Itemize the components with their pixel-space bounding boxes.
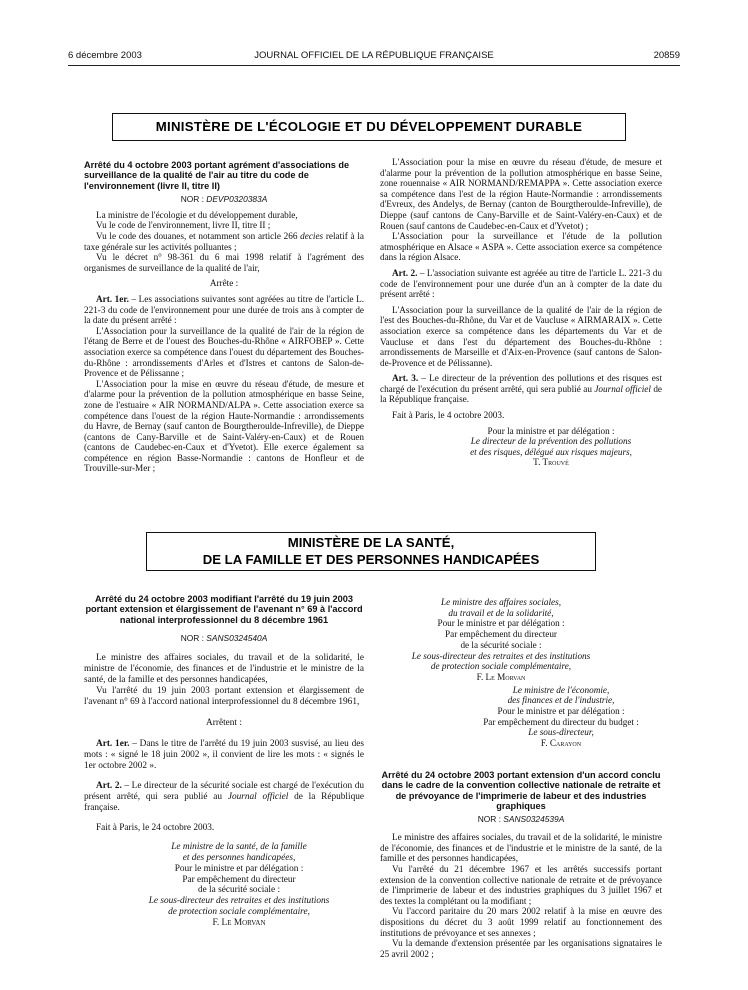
signature-name: F. Le Morvan bbox=[212, 917, 266, 928]
signature-italic: Le sous-directeur des retraites et des institutions bbox=[411, 650, 591, 661]
paragraph: L'Association pour la surveillance et l'étude de la pollution atmosphérique en Alsace « ASPA ». Cette association exerce sa compétence dans la région Alsace. bbox=[380, 231, 662, 263]
signature-block bbox=[380, 426, 662, 468]
signature-italic: Le sous-directeur, bbox=[528, 727, 594, 738]
signature-name: F. Carayon bbox=[540, 738, 582, 749]
column-left-top bbox=[84, 160, 364, 474]
text-run: – L'association suivante est agréée au titre de l'article L. 221-3 du code de l'environnement pour une durée d'un an à compter de la date du présent arrêté : bbox=[380, 267, 662, 300]
text-run: – Les associations suivantes sont agréées au titre de l'article L. 221-3 du code de l'environnement pour une durée de trois ans à compter de la date du présent arrêté : bbox=[84, 293, 364, 326]
ministry-title-line2: DE LA FAMILLE ET DES PERSONNES HANDICAPÉES bbox=[202, 552, 540, 567]
arrete-title: Arrêté du 4 octobre 2003 portant agrément d'associations de surveillance de la qualité de l'air au titre du code de l'environnement (livre II, titre II) bbox=[84, 160, 350, 191]
article-label: Art. 3. bbox=[392, 373, 419, 384]
column-right-bottom-arrete bbox=[380, 770, 662, 959]
article-label: Art. 1er. bbox=[96, 739, 130, 750]
signature-block bbox=[380, 685, 662, 749]
header-journal-title: JOURNAL OFFICIEL DE LA RÉPUBLIQUE FRANÇAISE bbox=[254, 50, 494, 61]
paragraph: L'Association pour la surveillance de la qualité de l'air de la région de l'est des Bouches-du-Rhône, du Var et de Vaucluse « AIRMARAIX ». Cette association exerce sa compétence dans les départements du Var et de Vaucluse et dans l'est du département des Bouches-du-Rhône : arrondissements de Marseille et d'Aix-en-Provence (sauf cantons de Salon-de-Provence et de Pélissanne). bbox=[380, 304, 662, 368]
signature-line bbox=[114, 907, 364, 918]
nor-line bbox=[84, 633, 364, 644]
paragraph: Vu l'arrêté du 21 décembre 1967 et les arrêtés successifs portant extension de la convention collective nationale de retraite et de prévoyance de l'imprimerie de labeur et des industries graphiques du 3 juillet 1967 et des textes la complétant ou la modifiant ; bbox=[380, 864, 662, 906]
signature-italic: Le ministre de l'économie, bbox=[512, 684, 610, 695]
page-header bbox=[68, 50, 680, 64]
paragraph: L'Association pour la surveillance de la qualité de l'air de la région de l'étang de Berre et de l'ouest des Bouches-du-Rhône « AIRFOBEP ». Cette association exerce sa compétence dans l'ouest du département des Bouches-du-Rhône : arrondissements d'Arles et d'Istres et cantons de Salon-de-Provence et de Pélissanne ; bbox=[84, 325, 364, 379]
article-label: Art. 1er. bbox=[96, 293, 129, 304]
nor-code: SANS0324539A bbox=[503, 813, 565, 824]
ministry-box-sante bbox=[146, 532, 596, 571]
signature-line bbox=[114, 896, 364, 907]
paragraph: L'Association pour la mise en œuvre du réseau d'étude, de mesure et d'alarme pour la prévention de la pollution atmosphérique en basse Seine, zone rouennaise « AIR NORMAND/REMAPPA ». Cette association exerce sa compétence dans l'est de la région Haute-Normandie : arrondissements d'Evreux, des Andelys, de Bernay (canton de Bourgtheroulde-Infreville), de Dieppe (sauf cantons de Cany-Barville et de Saint-Valéry-en-Caux) et de Rouen (sauf cantons de Caudebec-en-Caux et d'Yvetot) ; bbox=[380, 157, 662, 231]
signature-line: Pour le ministre et par délégation : bbox=[174, 863, 304, 874]
signature-line bbox=[380, 661, 622, 672]
column-right-top bbox=[380, 157, 662, 468]
signature-line bbox=[460, 727, 662, 738]
nor-label: NOR : bbox=[477, 813, 501, 824]
article-2 bbox=[84, 781, 364, 814]
signature-italic: de protection sociale complémentaire, bbox=[430, 661, 572, 672]
signature-name: F. Le Morvan bbox=[476, 671, 526, 682]
signature-line: Pour le ministre et par délégation : bbox=[497, 706, 625, 717]
ministry-title-line1: MINISTÈRE DE LA SANTÉ, bbox=[287, 535, 455, 550]
arrete-word: Arrêtent : bbox=[206, 718, 242, 729]
text-run-italic: decies bbox=[300, 231, 324, 241]
paragraph: Le ministre des affaires sociales, du travail et de la solidarité, le ministre de l'économie, des finances et de l'industrie et le ministre de la santé, de la famille et des personnes handicapées, bbox=[380, 832, 662, 864]
paragraph: Vu la demande d'extension présentée par les organisations signataires le 25 avril 2002 ; bbox=[380, 938, 662, 959]
signature-italic: et des risques, délégué aux risques majeurs, bbox=[470, 446, 632, 457]
signature-line: de la sécurité sociale : bbox=[460, 639, 542, 650]
signature-italic: Le ministre des affaires sociales, bbox=[440, 597, 562, 607]
article-2 bbox=[380, 268, 662, 300]
signature-line bbox=[440, 436, 662, 447]
nor-label: NOR : bbox=[180, 194, 204, 205]
signature-line: Pour le ministre et par délégation : bbox=[437, 618, 565, 629]
nor-code: DEVP0320383A bbox=[206, 194, 268, 205]
paragraph: Vu le code de l'environnement, livre II, titre II ; bbox=[96, 220, 271, 231]
nor-line bbox=[84, 194, 364, 205]
fait-a-paris: Fait à Paris, le 24 octobre 2003. bbox=[96, 823, 215, 834]
header-page-number: 20859 bbox=[653, 50, 680, 61]
text-run-italic: Journal officiel bbox=[594, 383, 651, 394]
article-3 bbox=[380, 373, 662, 405]
paragraph: La ministre de l'écologie et du développement durable, bbox=[96, 209, 298, 220]
ministry-title: MINISTÈRE DE L'ÉCOLOGIE ET DU DÉVELOPPEMENT DURABLE bbox=[155, 119, 583, 134]
signature-line bbox=[460, 685, 662, 696]
text-run-italic: Journal officiel bbox=[227, 792, 289, 803]
article-1 bbox=[84, 294, 364, 326]
signature-line bbox=[380, 651, 622, 662]
nor-line bbox=[380, 814, 662, 825]
signature-italic: de protection sociale complémentaire, bbox=[168, 907, 310, 917]
signature-line: de la sécurité sociale : bbox=[197, 885, 281, 896]
signature-italic: Le directeur de la prévention des pollutions bbox=[470, 436, 632, 447]
signature-block bbox=[380, 597, 662, 683]
signature-line: Pour la ministre et par délégation : bbox=[487, 425, 615, 436]
paragraph: L'Association pour la mise en œuvre du réseau d'étude, de mesure et d'alarme pour la prévention de la pollution atmosphérique en basse Seine, zone de l'estuaire « AIR NORMAND/ALPA ». Cette association exerce sa compétence dans l'ouest de la région Haute-Normandie : arrondissements du Havre, de Bernay (sauf canton de Bourgtheroulde-Infreville), de Dieppe (cantons de Cany-Barville et de Saint-Valéry-en-Caux) et de Rouen (cantons de Caudebec-en-Caux et d'Yvetot). Elle exerce également sa compétence en région Basse-Normandie : cantons de Honfleur et de Trouville-sur-Mer ; bbox=[84, 378, 364, 474]
article-label: Art. 2. bbox=[392, 267, 418, 278]
text-run: de la République française. bbox=[84, 792, 364, 814]
text-run: – Le directeur de la sécurité sociale est chargé de l'exécution du présent arrêté, qui sera publié au bbox=[84, 781, 364, 803]
paragraph: Le ministre des affaires sociales, du travail et de la solidarité, le ministre de l'économie, des finances et de l'industrie et le ministre de la santé, de la famille et des personnes handicapées, bbox=[84, 653, 364, 686]
signature-line bbox=[380, 597, 622, 608]
signature-line bbox=[114, 853, 364, 864]
arrete-title: Arrêté du 24 octobre 2003 modifiant l'arrêté du 19 juin 2003 portant extension et élargissement de l'avenant n° 69 à l'accord national interprofessionnel du 8 décembre 1961 bbox=[85, 594, 363, 625]
signature-italic: Le sous-directeur des retraites et des institutions bbox=[148, 896, 330, 907]
header-date: 6 décembre 2003 bbox=[68, 50, 142, 61]
signature-italic: et des personnes handicapées, bbox=[182, 853, 296, 864]
text-run: – Le directeur de la prévention des pollutions et des risques est chargé de l'exécution du présent arrêté, qui sera publié au bbox=[380, 373, 662, 394]
signature-italic: Le ministre de la santé, de la famille bbox=[171, 842, 307, 853]
header-rule bbox=[68, 65, 680, 66]
ministry-box-ecologie bbox=[112, 113, 626, 141]
paragraph: Vu le décret n° 98-361 du 6 mai 1998 relatif à l'agrément des organismes de surveillance de la qualité de l'air, bbox=[84, 252, 364, 273]
text-run: relatif à la taxe générale sur les activités polluantes ; bbox=[84, 231, 364, 252]
signature-line bbox=[440, 447, 662, 458]
article-1 bbox=[84, 739, 364, 772]
signature-name: T. Trouvé bbox=[533, 457, 569, 468]
text-run: – Dans le titre de l'arrêté du 19 juin 2003 susvisé, au lieu des mots : « signé le 18 juin 2002 », il convient de lire les mots : « signés le 1er octobre 2002 ». bbox=[84, 739, 364, 772]
nor-code: SANS0324540A bbox=[206, 633, 268, 644]
signature-italic: des finances et de l'industrie, bbox=[507, 695, 615, 706]
signature-line: Par empêchement du directeur bbox=[445, 629, 557, 640]
paragraph bbox=[84, 231, 364, 252]
paragraph: Vu l'accord paritaire du 20 mars 2002 relatif à la mise en œuvre des dispositions du décret du 3 août 1999 relatif au fonctionnement des institutions de prévoyance et ses annexes ; bbox=[380, 906, 662, 938]
signature-italic: du travail et de la solidarité, bbox=[448, 607, 554, 618]
arrete-word: Arrête : bbox=[209, 278, 239, 289]
signature-line bbox=[460, 695, 662, 706]
column-left-bottom bbox=[84, 594, 364, 929]
signature-line: Par empêchement du directeur du budget : bbox=[483, 716, 639, 727]
article-label: Art. 2. bbox=[96, 781, 122, 792]
nor-label: NOR : bbox=[180, 633, 204, 644]
arrete-title: Arrêté du 24 octobre 2003 portant extension d'un accord conclu dans le cadre de la convention collective nationale de retraite et de prévoyance de l'imprimerie de labeur et des industries graphiques bbox=[381, 770, 661, 812]
paragraph: Vu l'arrêté du 19 juin 2003 portant extension et élargissement de l'avenant n° 69 à l'accord national interprofessionnel du 8 décembre 1961, bbox=[84, 686, 364, 708]
signature-line bbox=[114, 842, 364, 853]
text-run: Vu le code des douanes, et notamment son article 266 bbox=[96, 231, 301, 241]
signature-line: Par empêchement du directeur bbox=[182, 874, 296, 885]
signature-line bbox=[380, 608, 622, 619]
text-run: de la République française. bbox=[380, 383, 662, 405]
signature-block bbox=[84, 842, 364, 928]
fait-a-paris: Fait à Paris, le 4 octobre 2003. bbox=[392, 410, 505, 421]
column-right-bottom-signatures bbox=[380, 597, 662, 749]
